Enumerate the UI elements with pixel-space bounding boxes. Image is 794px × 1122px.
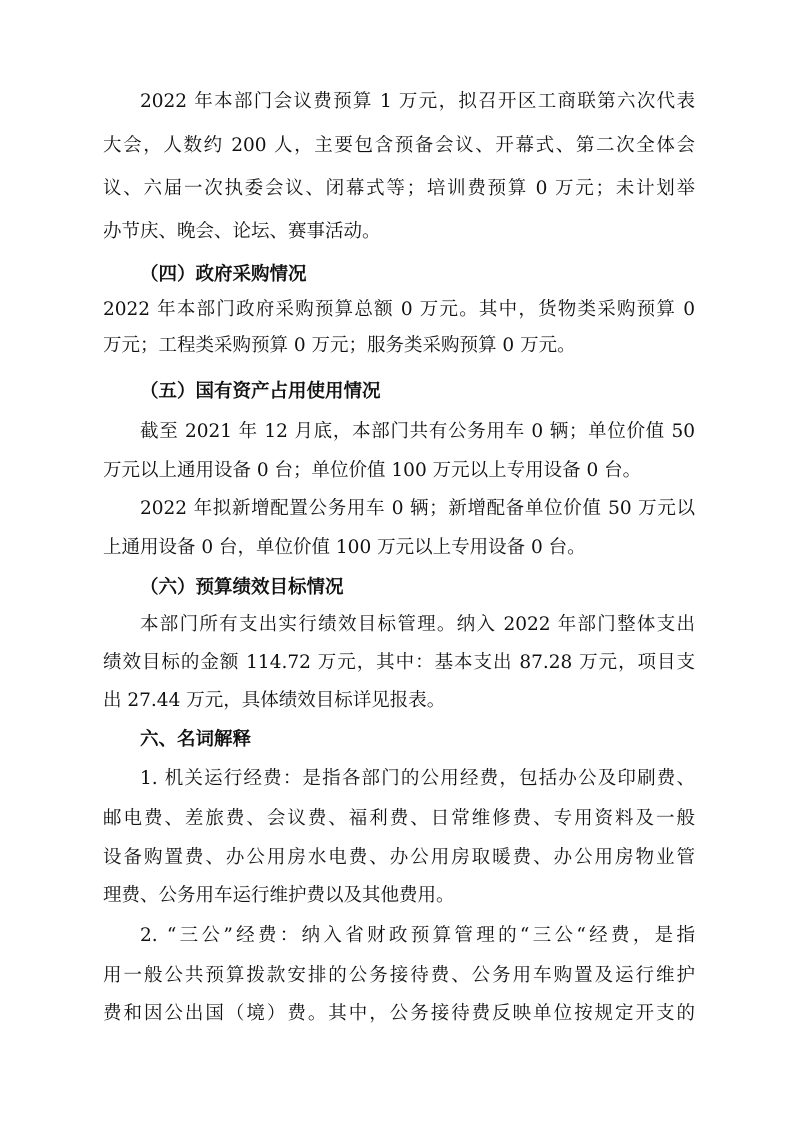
paragraph-assets-line-1: 截至 2021 年 12 月底，本部门共有公务用车 0 辆；单位价值 50 <box>140 421 695 442</box>
paragraph-three-public-line-2: 用一般公共预算拨款安排的公务接待费、公务用车购置及运行维护 <box>103 965 695 986</box>
paragraph-procurement-line-2: 万元；工程类采购预算 0 万元；服务类采购预算 0 万元。 <box>103 335 576 356</box>
paragraph-three-public-line-1: 2. “三公”经费：纳入省财政预算管理的“三公“经费，是指 <box>140 925 695 946</box>
paragraph-operating-costs-line-2: 邮电费、差旅费、会议费、福利费、日常维修费、专用资料及一般 <box>103 808 695 829</box>
paragraph-meeting-line-4: 办节庆、晚会、论坛、赛事活动。 <box>103 221 381 242</box>
paragraph-meeting-line-2: 大会，人数约 200 人，主要包含预备会议、开幕式、第二次全体会 <box>103 135 695 156</box>
paragraph-operating-costs-line-3: 设备购置费、办公用房水电费、办公用房取暖费、办公用房物业管 <box>103 847 695 868</box>
paragraph-performance-line-2: 绩效目标的金额 114.72 万元，其中：基本支出 87.28 万元，项目支 <box>103 652 695 673</box>
heading-state-assets: （五）国有资产占用使用情况 <box>140 381 381 402</box>
paragraph-performance-line-1: 本部门所有支出实行绩效目标管理。纳入 2022 年部门整体支出 <box>140 614 695 635</box>
paragraph-three-public-line-3: 费和因公出国（境）费。其中，公务接待费反映单位按规定开支的 <box>103 1003 695 1024</box>
paragraph-assets-line-2: 万元以上通用设备 0 台；单位价值 100 万元以上专用设备 0 台。 <box>103 460 642 481</box>
paragraph-operating-costs-line-1: 1. 机关运行经费：是指各部门的公用经费，包括办公及印刷费、 <box>140 768 695 789</box>
paragraph-meeting-line-1: 2022 年本部门会议费预算 1 万元，拟召开区工商联第六次代表 <box>140 91 695 112</box>
heading-government-procurement: （四）政府采购情况 <box>140 264 307 285</box>
paragraph-procurement-line-1: 2022 年本部门政府采购预算总额 0 万元。其中，货物类采购预算 0 <box>103 299 695 320</box>
heading-glossary: 六、名词解释 <box>140 729 252 750</box>
paragraph-operating-costs-line-4: 理费、公务用车运行维护费以及其他费用。 <box>103 885 455 906</box>
paragraph-new-assets-line-1: 2022 年拟新增配置公务用车 0 辆；新增配备单位价值 50 万元以 <box>140 498 695 519</box>
paragraph-performance-line-3: 出 27.44 万元，具体绩效目标详见报表。 <box>103 690 446 711</box>
paragraph-meeting-line-3: 议、六届一次执委会议、闭幕式等；培训费预算 0 万元；未计划举 <box>103 178 695 199</box>
heading-performance-targets: （六）预算绩效目标情况 <box>140 577 344 598</box>
paragraph-new-assets-line-2: 上通用设备 0 台，单位价值 100 万元以上专用设备 0 台。 <box>103 537 586 558</box>
